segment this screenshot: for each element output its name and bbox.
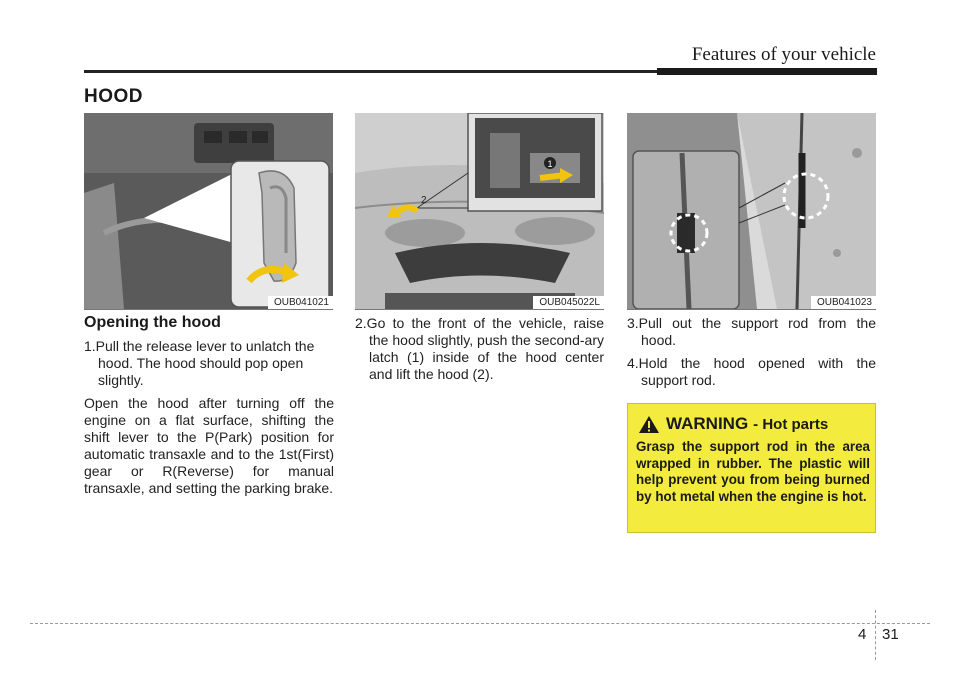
step-2: 2.Go to the front of the vehicle, raise the hood slightly, push the second-ary latch (1) inside of the hood center and lift the hood (2). xyxy=(355,315,604,382)
step-3: 3.Pull out the support rod from the hood. xyxy=(627,315,876,348)
header-rule xyxy=(84,70,660,73)
photo-caption: OUB045022L xyxy=(533,296,604,309)
footer-divider xyxy=(875,610,876,660)
column-middle xyxy=(355,315,604,383)
running-header: Features of your vehicle xyxy=(691,44,876,65)
footer-rule xyxy=(30,623,930,624)
page-number: 31 xyxy=(882,626,899,643)
photo-hood-latch xyxy=(355,113,604,310)
callout-1: 1 xyxy=(547,159,553,169)
step-1: 1.Pull the release lever to unlatch the hood. The hood should pop open slightly. xyxy=(84,338,315,388)
header-bar xyxy=(657,68,877,75)
photo-caption: OUB041023 xyxy=(811,296,876,309)
callout-2: 2 xyxy=(421,195,427,206)
warning-triangle-icon xyxy=(638,415,660,434)
warning-title: WARNING xyxy=(666,414,749,433)
warning-box xyxy=(627,403,876,533)
opening-paragraph: Open the hood after turning off the engine on a flat surface, shifting the shift lever to the P(Park) position for automatic transaxle and to the 1st(First) gear or R(Reverse) for manual transaxle, and setting the parking brake. xyxy=(84,395,334,496)
photo-caption: OUB041021 xyxy=(268,296,333,309)
column-right xyxy=(627,315,876,389)
step-4: 4.Hold the hood opened with the support rod. xyxy=(627,355,876,388)
section-title: HOOD xyxy=(84,86,143,107)
warning-subtitle: - Hot parts xyxy=(753,415,829,433)
photo-support-rod xyxy=(627,113,876,310)
opening-heading: Opening the hood xyxy=(84,314,221,331)
warning-header xyxy=(638,414,828,434)
chapter-number: 4 xyxy=(858,626,867,643)
warning-text: Grasp the support rod in the area wrapped in rubber. The plastic will help prevent you from being burned by hot metal when the engine is hot. xyxy=(636,439,870,504)
photo-release-lever xyxy=(84,113,333,310)
column-left xyxy=(84,338,334,497)
